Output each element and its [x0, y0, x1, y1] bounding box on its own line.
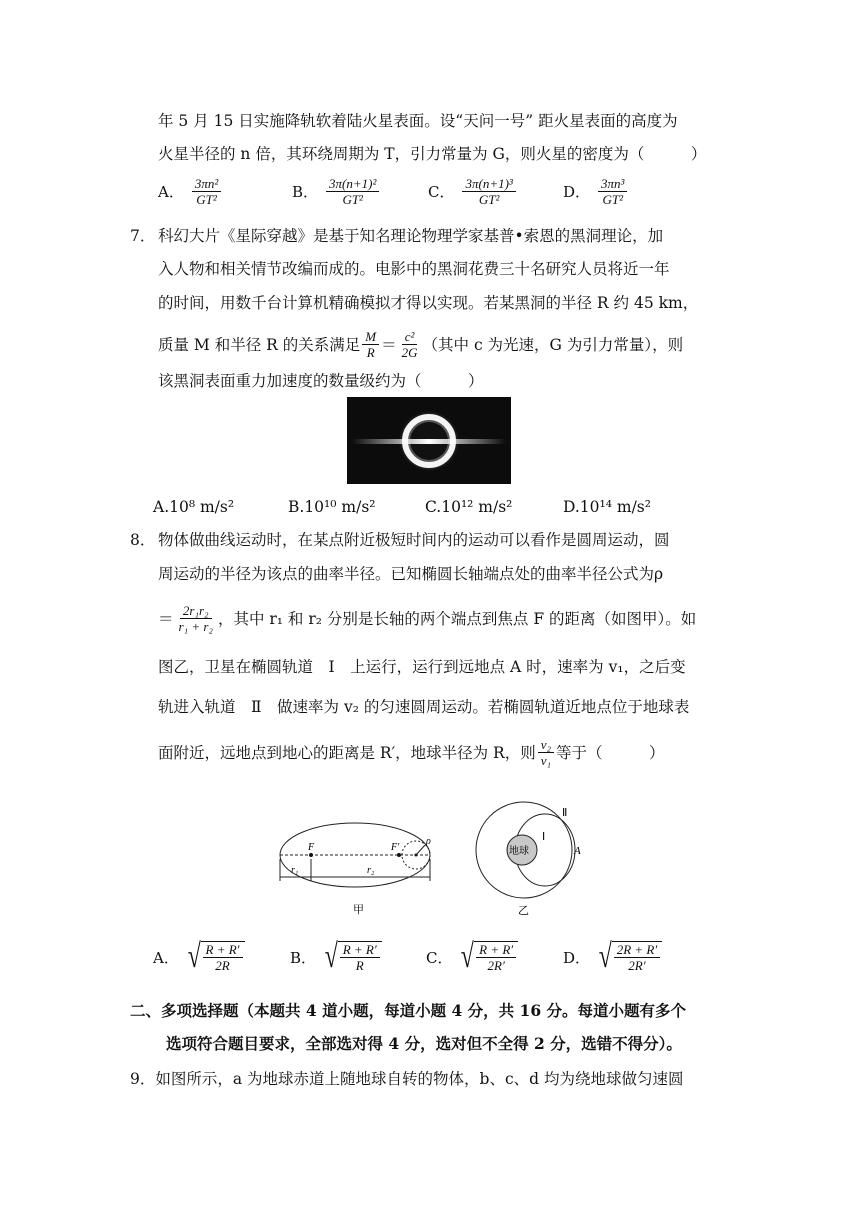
q8-option-c: C． √ $\frac{R + R'}{2R'}$ — [426, 940, 518, 974]
caption-yi: 乙 — [518, 905, 529, 917]
orbit-1-label: Ⅰ — [542, 831, 546, 843]
q8-line1: 物体做曲线运动时，在某点附近极短时间内的运动可以看作是圆周运动，圆 — [158, 531, 670, 549]
point-a-label: A — [574, 845, 581, 857]
q6-option-b: B． $\frac{\text{3π(n+1)²}}{\text{GT²}}$ — [292, 176, 381, 207]
q8-line2: 周运动的半径为该点的曲率半径。已知椭圆长轴端点处的曲率半径公式为ρ — [158, 565, 664, 583]
focus-f-label: F — [308, 842, 315, 853]
r1-label: r₁ — [291, 865, 299, 876]
q9-line1: 9．如图所示，a 为地球赤道上随地球自转的物体，b、c、d 均为绕地球做匀速圆 — [130, 1070, 684, 1088]
q6-line1: 年 5 月 15 日实施降轨软着陆火星表面。设“天问一号” 距火星表面的高度为 — [158, 112, 678, 130]
earth-label: 地球 — [509, 846, 529, 857]
r2-label: r₂ — [367, 865, 375, 876]
q6-option-d: D． $\frac{\text{3πn³}}{\text{GT²}}$ — [563, 176, 629, 207]
q7-option-c: C.10¹² m/s² — [425, 498, 513, 516]
q8-number: 8． — [130, 531, 156, 549]
caption-jia: 甲 — [353, 904, 364, 916]
section2-heading-line1: 二、多项选择题（本题共 4 道小题，每道小题 4 分，共 16 分。每道小题有多个 — [130, 1001, 687, 1020]
q8-line5: 轨进入轨道 Ⅱ 做速率为 v₂ 的匀速圆周运动。若椭圆轨道近地点位于地球表 — [158, 698, 690, 716]
q6-option-a: A． $\frac{\text{3πn²}}{\text{GT²}}$ — [158, 176, 223, 207]
black-hole-image — [347, 397, 511, 484]
figure-ellipse-jia — [275, 815, 445, 925]
q7-line1: 科幻大片《星际穿越》是基于知名理论物理学家基普•索恩的黑洞理论，加 — [158, 227, 664, 245]
q8-option-a: A． √ $\frac{R + R'}{2R}$ — [153, 940, 245, 974]
focus-f2-label: F′ — [391, 842, 400, 853]
q7-option-a: A.10⁸ m/s² — [153, 498, 235, 516]
figure-orbit-yi — [470, 800, 590, 925]
orbit-2-label: Ⅱ — [562, 807, 568, 819]
q7-line3: 的时间，用数千台计算机精确模拟才得以实现。若某黑洞的半径 R 约 45 km， — [158, 294, 699, 312]
q6-line2: 火星半径的 n 倍，其环绕周期为 T，引力常量为 G，则火星的密度为（ ） — [158, 145, 707, 163]
q6-option-c: C． $\frac{\text{3π(n+1)³}}{\text{GT²}}$ — [428, 176, 518, 207]
rho-label: ρ — [426, 836, 431, 847]
q7-line2: 入人物和相关情节改编而成的。电影中的黑洞花费三十名研究人员将近一年 — [158, 260, 670, 278]
q8-line6: 面附近，远地点到地心的距离是 R′，地球半径为 R，则 $\frac{\text{v₂}}{\text{v₁}}$ 等于（ ） — [158, 737, 665, 768]
q8-option-b: B． √ $\frac{R + R'}{R}$ — [290, 940, 382, 974]
q7-option-d: D.10¹⁴ m/s² — [563, 498, 651, 516]
q7-line5: 该黑洞表面重力加速度的数量级约为（ ） — [158, 372, 484, 390]
section2-heading-line2: 选项符合题目要求，全部选对得 4 分，选对但不全得 2 分，选错不得分）。 — [166, 1034, 682, 1053]
q8-line3: ＝ $\frac{\text{2r₁r₂}}{\text{r₁ + r₂}}$ ，其中 r₁ 和 r₂ 分别是长轴的两个端点到焦点 F 的距离（如图甲）。如 — [158, 603, 697, 634]
q7-option-b: B.10¹⁰ m/s² — [288, 498, 376, 516]
q7-line4: 质量 M 和半径 R 的关系满足 $\frac{M}{R}$ ＝ $\frac{\text{c²}}{2G}$ （其中 c 为光速，G 为引力常量），则 — [158, 329, 684, 360]
q7-number: 7． — [130, 227, 156, 245]
q8-option-d: D． √ $\frac{2R + R'}{2R'}$ — [563, 940, 662, 974]
q8-line4: 图乙，卫星在椭圆轨道 Ⅰ 上运行，运行到远地点 A 时，速率为 v₁，之后变 — [158, 658, 686, 676]
